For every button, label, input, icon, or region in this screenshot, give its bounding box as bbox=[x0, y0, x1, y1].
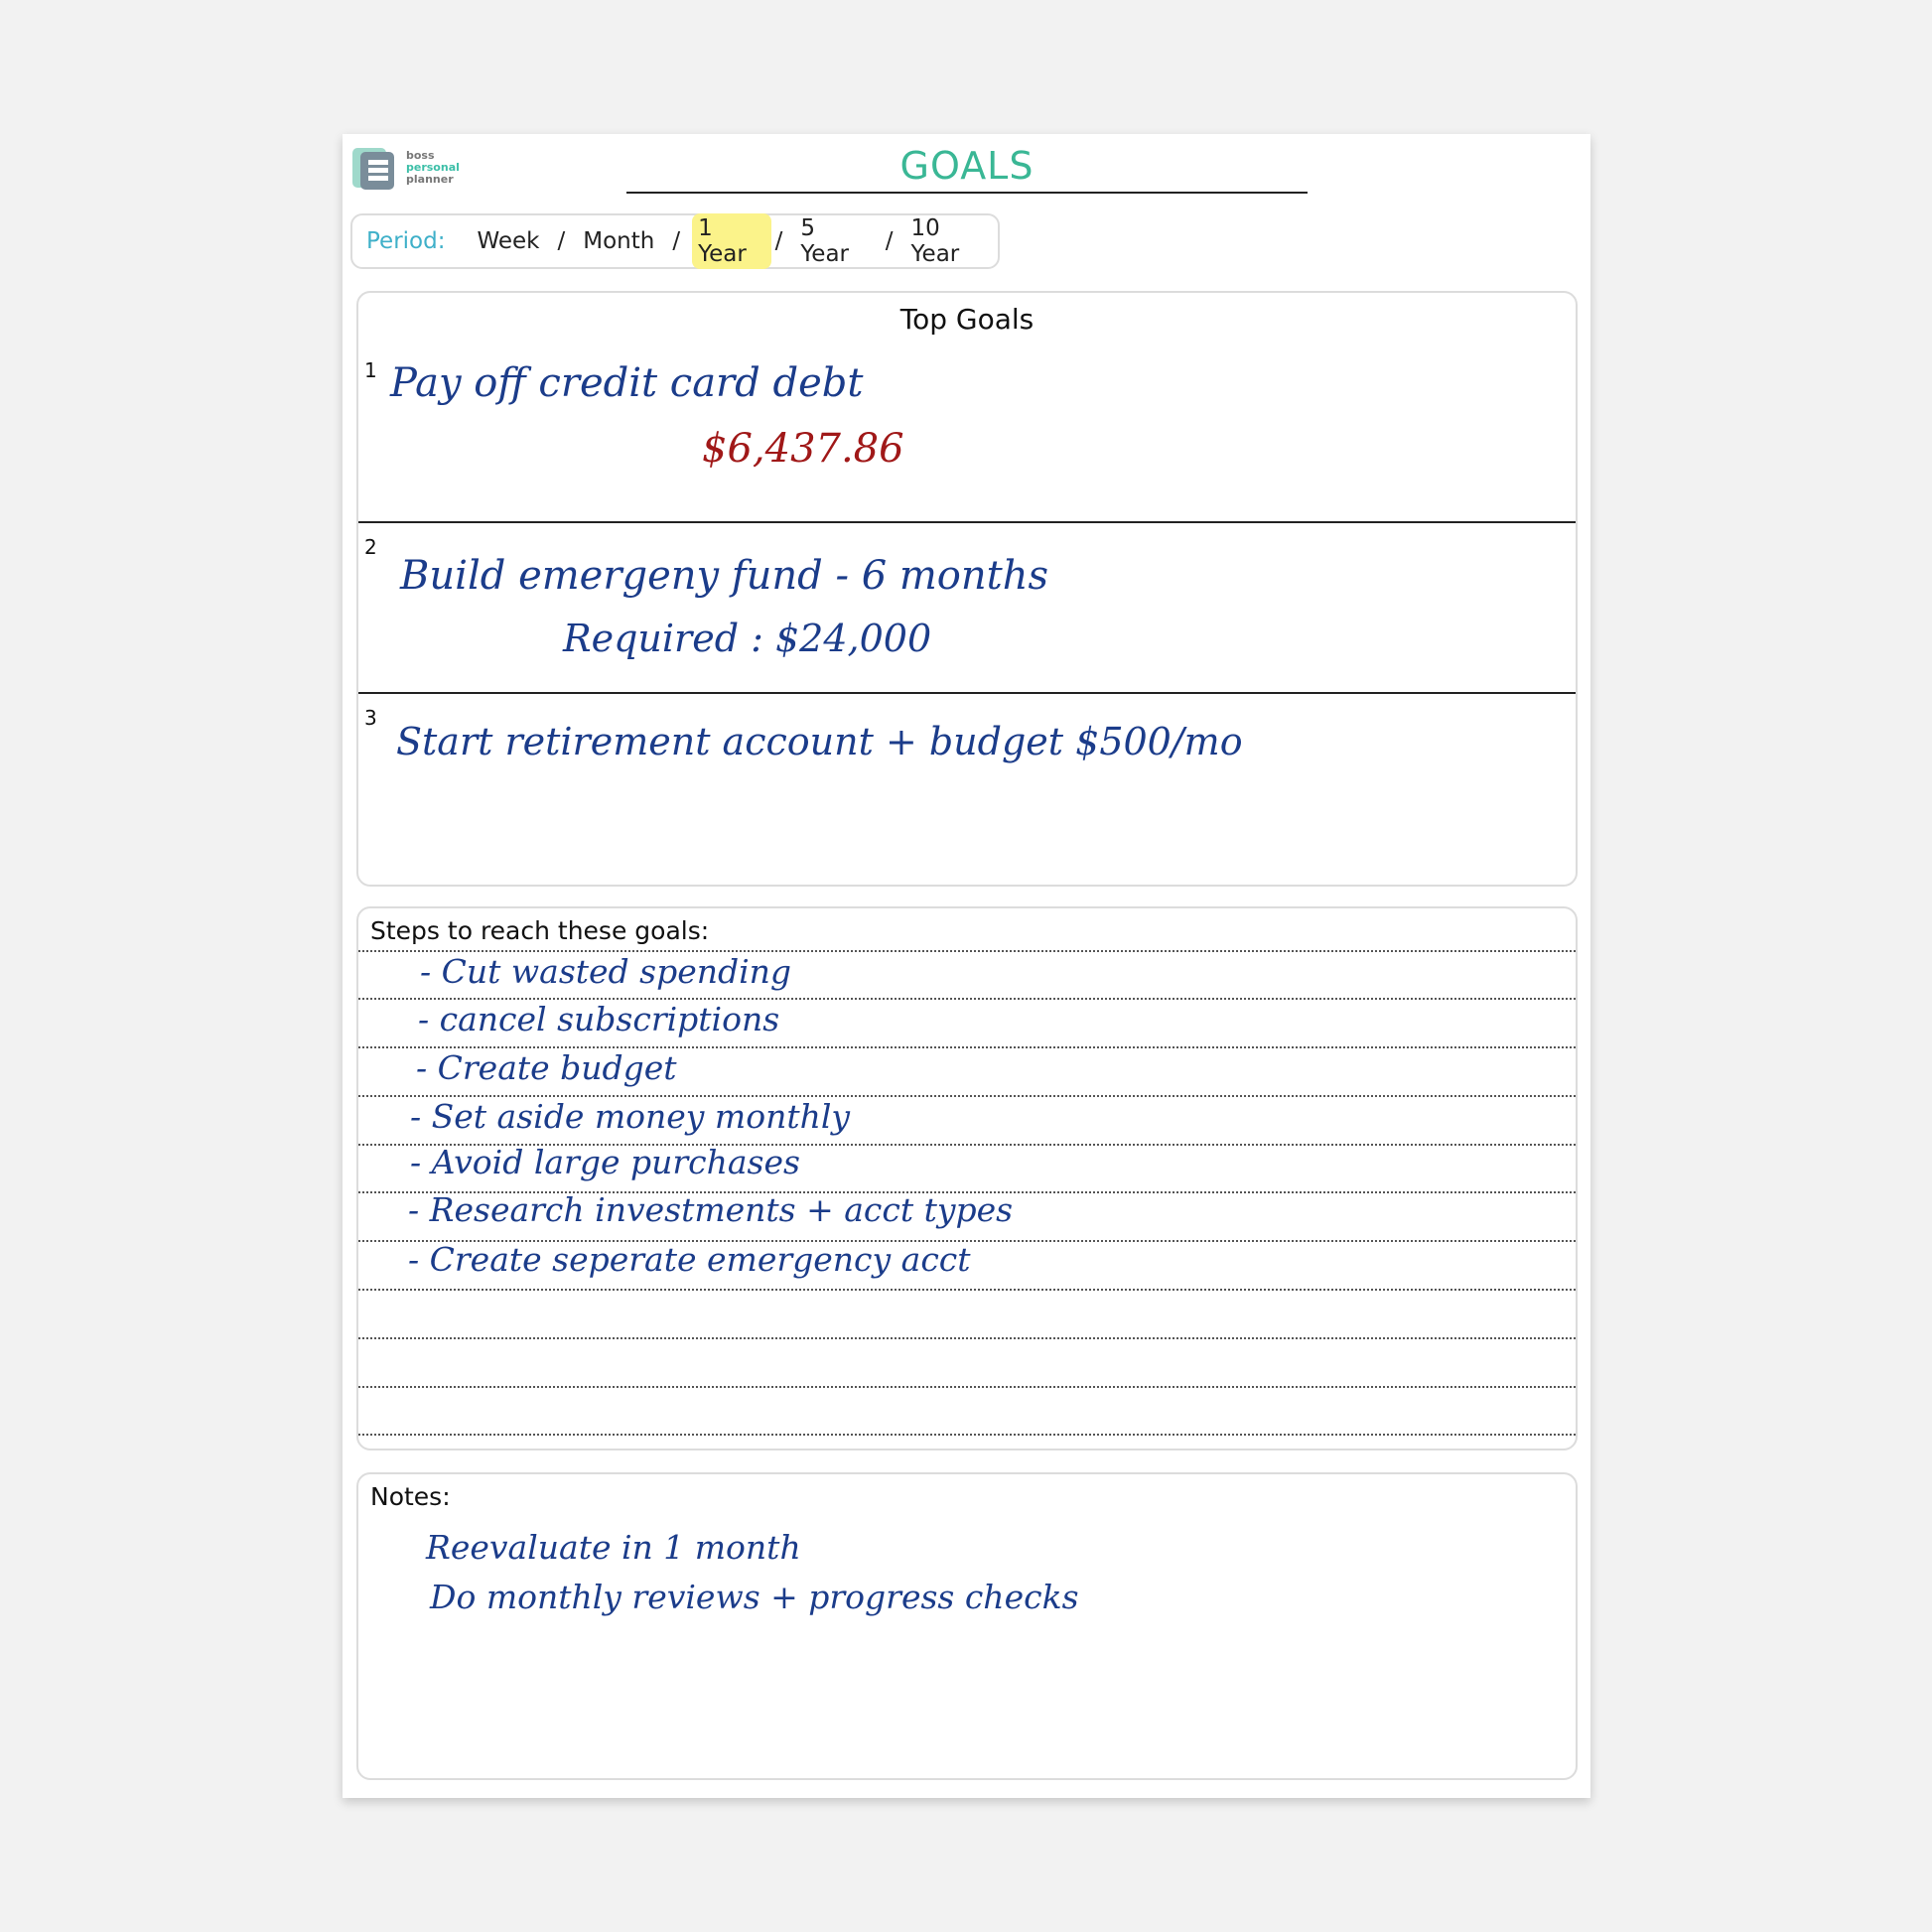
goal-row[interactable] bbox=[358, 694, 1576, 883]
logo-text bbox=[406, 150, 460, 186]
goal-row[interactable] bbox=[358, 346, 1576, 523]
period-option-10-year[interactable]: 10 Year bbox=[910, 215, 960, 267]
steps-heading: Steps to reach these goals: bbox=[370, 916, 710, 945]
period-option-5-year[interactable]: 5 Year bbox=[800, 215, 850, 267]
period-separator: / bbox=[774, 228, 783, 254]
period-separator: / bbox=[557, 228, 566, 254]
notes-heading: Notes: bbox=[370, 1482, 451, 1511]
logo-line: planner bbox=[406, 173, 454, 186]
step-item: - Cut wasted spending bbox=[420, 952, 792, 991]
period-option-1-year[interactable]: 1 Year bbox=[692, 213, 770, 269]
page-title: GOALS bbox=[899, 144, 1035, 188]
ruled-line bbox=[358, 1386, 1576, 1388]
brand-logo bbox=[352, 146, 472, 196]
step-item: - Set aside money monthly bbox=[410, 1097, 851, 1136]
ruled-line bbox=[358, 1337, 1576, 1339]
logo-icon bbox=[352, 146, 396, 192]
step-item: - Research investments + acct types bbox=[408, 1190, 1014, 1229]
note-item: Do monthly reviews + progress checks bbox=[430, 1578, 1079, 1616]
logo-line: boss bbox=[406, 149, 435, 162]
title-underline bbox=[626, 192, 1308, 194]
goal-amount: $6,437.86 bbox=[702, 426, 904, 472]
ruled-line bbox=[358, 1289, 1576, 1291]
step-item: - cancel subscriptions bbox=[418, 1000, 780, 1038]
top-goals-heading: Top Goals bbox=[899, 303, 1035, 336]
step-item: - Avoid large purchases bbox=[410, 1143, 800, 1181]
ruled-line bbox=[358, 1434, 1576, 1436]
goal-text: Pay off credit card debt bbox=[390, 360, 864, 406]
goal-text: Build emergeny fund - 6 months bbox=[400, 553, 1048, 599]
planner-page bbox=[343, 134, 1590, 1798]
goal-text: Start retirement account + budget $500/mo bbox=[396, 720, 1243, 763]
period-separator: / bbox=[885, 228, 894, 254]
steps-box bbox=[356, 906, 1578, 1450]
logo-line: personal bbox=[406, 161, 460, 174]
note-item: Reevaluate in 1 month bbox=[426, 1528, 801, 1567]
period-separator: / bbox=[672, 228, 681, 254]
step-item: - Create seperate emergency acct bbox=[408, 1240, 971, 1279]
step-item: - Create budget bbox=[416, 1048, 677, 1087]
notes-box bbox=[356, 1472, 1578, 1780]
goal-number: 2 bbox=[364, 535, 377, 559]
goal-row[interactable] bbox=[358, 523, 1576, 694]
period-label: Period: bbox=[366, 228, 446, 254]
period-option-week[interactable]: Week bbox=[477, 228, 540, 254]
top-goals-box bbox=[356, 291, 1578, 887]
period-selector bbox=[350, 213, 1000, 269]
goal-detail: Required : $24,000 bbox=[563, 617, 932, 660]
goal-number: 1 bbox=[364, 358, 377, 382]
goal-number: 3 bbox=[364, 706, 377, 730]
period-option-month[interactable]: Month bbox=[583, 228, 655, 254]
